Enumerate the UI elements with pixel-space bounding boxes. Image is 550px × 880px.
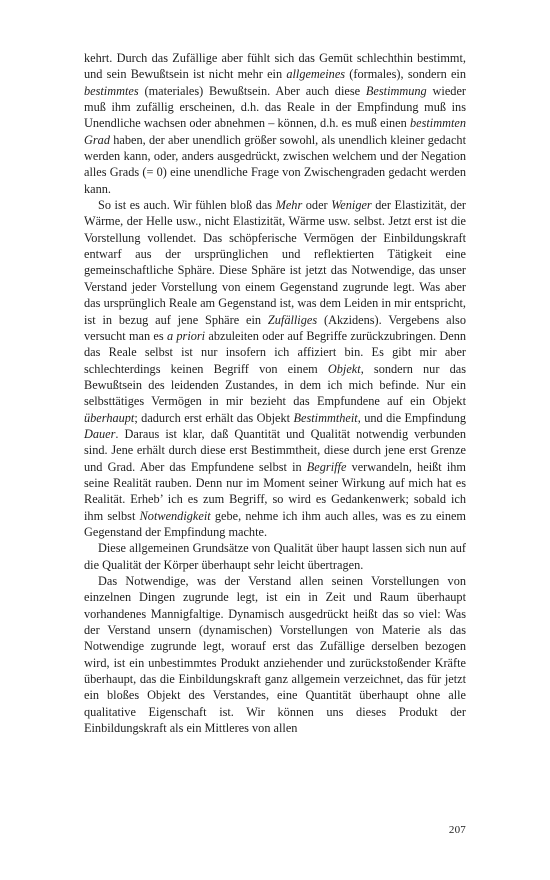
text-run: (materiales) Bewußtsein. Aber auch diese (138, 83, 366, 98)
text-run: oder (302, 198, 332, 213)
text-run: haben, der aber unendlich größer sowohl, als unendlich kleiner gedacht werden kann, oder, anders ausgedrückt, zwischen welchem und der Negation alles Grads (= 0) eine unendliche Frage von Zwischengraden gedacht werden kann. (84, 132, 466, 196)
emphasized-text: allgemeines (286, 67, 346, 82)
text-run: abzuleiten oder auf Begriffe zurückzubringen. Denn das Reale selbst ist nur insofern ich affiziert bin. Es gibt mir aber schlechterdings keinen Begriff von einem (84, 328, 466, 376)
text-run: Das Notwendige, was der Verstand allen seinen Vorstellungen von einzelnen Dingen zugrunde legt, ist ein in Zeit und Raum überhaupt vorhandenes Mannigfaltige. Dynamisch ausgedrückt heißt das so viel: Was der Verstand unsern (dynamischen) Vorstellungen von Materie als das Notwendige zugrunde legt, worauf erst das Zufällige derselben bezogen wird, ist ein unbestimmtes Produkt anziehender und zurückstoßender Kräfte überhaupt, das die Einbildungskraft ganz allgemein verzeichnet, das für jetzt ein bloßes Objekt des Verstandes, eine Quantität überhaupt ohne alle qualitative Eigenschaft ist. Wir können uns dieses Produkt der Einbildungskraft als ein Mittleres von allen (84, 574, 466, 736)
text-run: Diese allgemeinen Grundsätze von Qualität über haupt lassen sich nun auf die Qualität der Körper überhaupt sehr leicht übertragen. (84, 541, 466, 572)
emphasized-text: Notwendigkeit (139, 508, 211, 523)
text-run: gebe, nehme ich ihm auch alles, was es zu einem Gegenstand der Empfindung machte. (84, 508, 466, 539)
paragraph (84, 50, 466, 197)
text-run: , sondern nur das Bewußtsein des leidenden Zustandes, in dem ich mich befinde. Nur ein selbsttätiges Vermögen in mir bezieht das Empfundene auf ein Objekt (84, 361, 466, 409)
emphasized-text: Begriffe (306, 459, 347, 474)
emphasized-text: Bestimmtheit (293, 410, 358, 425)
paragraph (84, 540, 466, 573)
page-number: 207 (448, 824, 466, 836)
text-run: der Elastizität, der Wärme, der Helle usw., nicht Elastizität, Wärme usw. selbst. Jetzt erst ist die Vorstellung vollendet. Das schöpferische Vermögen der Einbildungskraft entwarf aus der ursprünglichen und reflektierten Tätigkeit eine gemeinschaftliche Sphäre. Diese Sphäre ist jetzt das Notwendige, das unser Verstand jeder Vorstellung von einem Gegenstand zugrunde legt. Was aber das ursprünglich Reale am Gegenstand ist, was dem Leiden in mir entspricht, ist in bezug auf jene Sphäre ein (84, 198, 467, 327)
body-text (84, 50, 466, 736)
emphasized-text: überhaupt (84, 410, 135, 425)
text-run: wieder muß ihm zufällig erscheinen, d.h. das Reale in der Empfindung muß ins Unendliche wachsen oder abnehmen – können, d.h. es muß einen (84, 83, 466, 131)
text-run: So ist es auch. Wir fühlen bloß das (98, 198, 276, 213)
emphasized-text: bestimmten Grad (84, 116, 466, 147)
paragraph (84, 197, 466, 540)
text-run: ; dadurch erst erhält das Objekt (134, 410, 294, 425)
emphasized-text: Objekt (327, 361, 361, 376)
text-run: (formales), sondern ein (345, 67, 466, 82)
text-run: (Akzidens). Vergebens also versucht man es (84, 312, 466, 343)
emphasized-text: Mehr (275, 198, 303, 213)
paragraph (84, 573, 466, 736)
emphasized-text: a priori (166, 328, 206, 343)
text-run: . Daraus ist klar, daß Quantität und Qualität notwendig verbunden sind. Jene erhält durch diese erst Bestimmtheit, diese durch jene erst Grenze und Grad. Aber das Empfundene selbst in (84, 426, 466, 474)
emphasized-text: bestimmtes (84, 83, 139, 98)
text-run: , und die Empfindung (357, 410, 466, 425)
emphasized-text: Zufälliges (267, 312, 318, 327)
emphasized-text: Dauer (84, 426, 116, 441)
text-run: verwandeln, heißt ihm seine Realität rauben. Denn nur im Moment seiner Wirkung auf mich hat es Realität. Erheb’ ich es zum Begriff, so wird es Gedankenwerk; sobald ich ihm selbst (84, 459, 466, 523)
text-run: kehrt. Durch das Zufällige aber fühlt sich das Gemüt schlechthin bestimmt, und sein Bewußtsein ist nicht mehr ein (84, 51, 466, 82)
emphasized-text: Weniger (331, 198, 372, 213)
emphasized-text: Bestimmung (365, 83, 427, 98)
